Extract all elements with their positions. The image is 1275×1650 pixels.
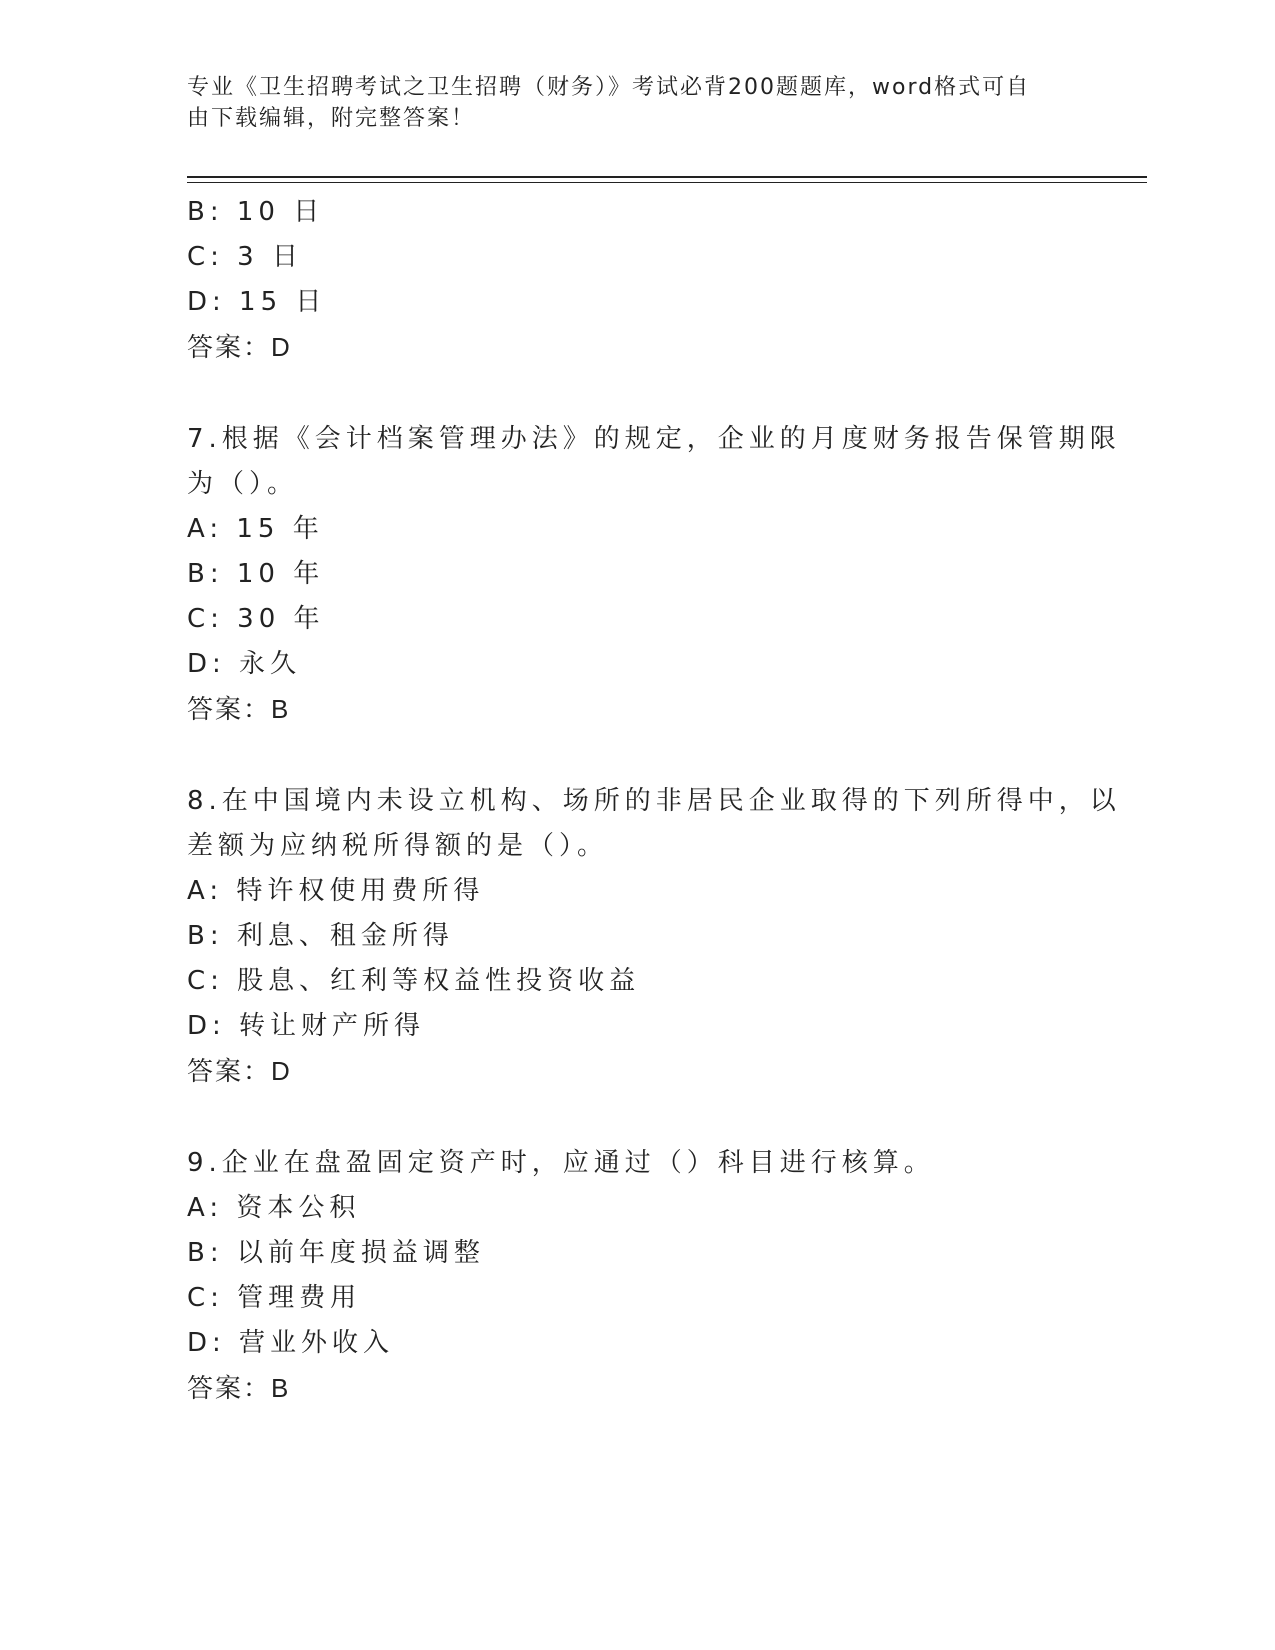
question-9 xyxy=(187,1141,1067,1411)
question-stem-line-1: 8.在中国境内未设立机构、场所的非居民企业取得的下列所得中，以 xyxy=(187,786,1121,816)
partial-question xyxy=(187,190,1067,370)
option-c: C: 股息、红利等权益性投资收益 xyxy=(187,966,641,996)
question-stem-line-1: 7.根据《会计档案管理办法》的规定，企业的月度财务报告保管期限 xyxy=(187,424,1121,454)
question-7 xyxy=(187,417,1121,732)
answer: 答案：B xyxy=(187,1373,291,1403)
option-d: D: 15 日 xyxy=(187,287,327,317)
document-header xyxy=(187,72,1067,134)
option-b: B: 10 日 xyxy=(187,197,325,227)
option-d: D: 营业外收入 xyxy=(187,1328,395,1358)
option-c: C: 管理费用 xyxy=(187,1283,362,1313)
answer: 答案：B xyxy=(187,694,291,724)
option-b: B: 10 年 xyxy=(187,559,325,589)
option-c: C: 30 年 xyxy=(187,604,325,634)
option-a: A: 资本公积 xyxy=(187,1193,361,1223)
header-divider-thin xyxy=(187,182,1147,183)
option-a: A: 特许权使用费所得 xyxy=(187,876,485,906)
option-d: D: 转让财产所得 xyxy=(187,1011,426,1041)
option-c: C: 3 日 xyxy=(187,242,303,272)
header-line-1: 专业《卫生招聘考试之卫生招聘（财务）》考试必背200题题库，word格式可自 xyxy=(187,75,1031,100)
question-list xyxy=(187,190,1121,1411)
question-stem-line-2: 为（）。 xyxy=(187,469,299,499)
header-divider-thick xyxy=(187,176,1147,178)
answer: 答案：D xyxy=(187,332,292,362)
question-stem-line-2: 差额为应纳税所得额的是（）。 xyxy=(187,831,609,861)
header-line-2: 由下载编辑，附完整答案！ xyxy=(187,106,476,131)
option-b: B: 利息、租金所得 xyxy=(187,921,454,951)
option-d: D: 永久 xyxy=(187,649,302,679)
option-b: B: 以前年度损益调整 xyxy=(187,1238,485,1268)
answer: 答案：D xyxy=(187,1056,292,1086)
question-stem-line-1: 9.企业在盘盈固定资产时，应通过（）科目进行核算。 xyxy=(187,1148,935,1178)
question-8 xyxy=(187,779,1121,1094)
option-a: A: 15 年 xyxy=(187,514,324,544)
